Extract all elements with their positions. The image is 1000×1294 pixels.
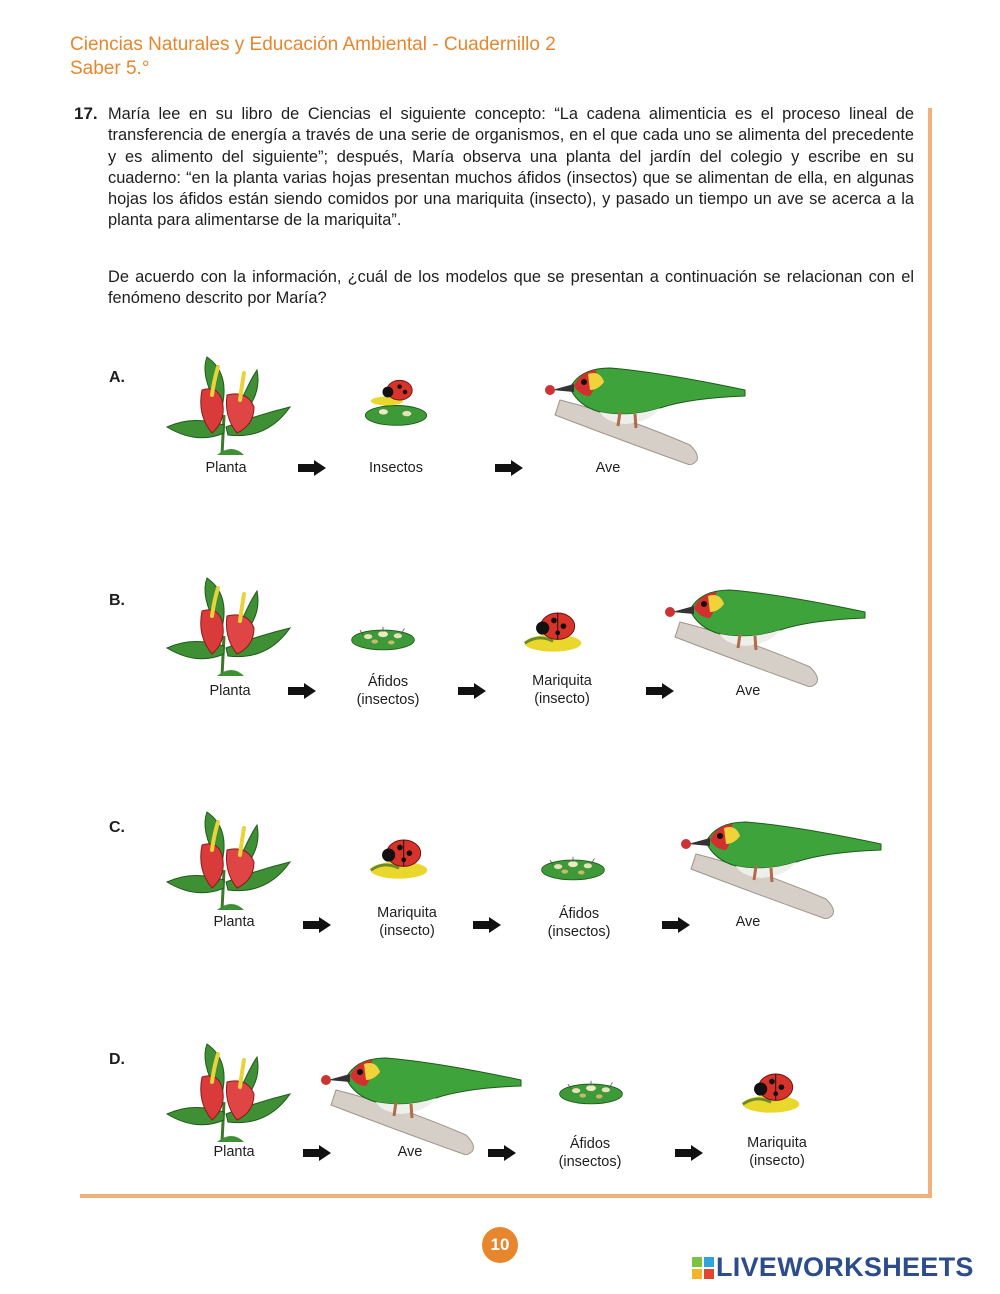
arrow-right-icon	[495, 460, 523, 476]
ladybug-illustration	[520, 605, 586, 653]
aphids-illustration	[350, 618, 416, 652]
bird-illustration	[660, 582, 870, 687]
arrow-right-icon	[303, 917, 331, 933]
option-b-label-aphids: Áfidos (insectos)	[356, 674, 420, 708]
arrow-right-icon	[458, 683, 486, 699]
arrow-right-icon	[488, 1145, 516, 1161]
option-d-letter[interactable]: D.	[109, 1051, 125, 1068]
plant-illustration	[162, 576, 292, 681]
arrow-right-icon	[675, 1145, 703, 1161]
plant-illustration	[162, 355, 292, 460]
insects-illustration	[360, 372, 432, 430]
option-a-label-insects: Insectos	[369, 460, 423, 476]
arrow-right-icon	[298, 460, 326, 476]
ladybug-illustration	[738, 1066, 804, 1114]
option-b-label-ladybug: Mariquita (insecto)	[532, 673, 592, 707]
option-d-label-plant: Planta	[213, 1144, 255, 1160]
page-number: 10	[482, 1227, 518, 1263]
bird-illustration	[316, 1050, 526, 1155]
option-b-label-plant: Planta	[209, 683, 251, 699]
option-a-label-plant: Planta	[205, 460, 247, 476]
option-a-letter[interactable]: A.	[109, 369, 125, 386]
option-b-letter[interactable]: B.	[109, 592, 125, 609]
arrow-right-icon	[473, 917, 501, 933]
question-paragraph-2: De acuerdo con la información, ¿cuál de los modelos que se presentan a continuación se relacionan con el fenómeno descrito por María?	[108, 268, 914, 308]
arrow-right-icon	[646, 683, 674, 699]
question-paragraph-1: María lee en su libro de Ciencias el siguiente concepto: “La cadena alimenticia es el proceso lineal de transferencia de energía a través de una serie de organismos, en el que cada uno se alimenta del precedente y es alimento del siguiente”; después, María observa una planta del jardín del colegio y escribe en su cuaderno: “en la planta varias hojas presentan muchos áfidos (insectos) que se alimentan de ella, en algunas hojas los áfidos están siendo comidos por una mariquita (insecto), y pasado un tiempo un ave se acerca a la planta para alimentarse de la mariquita”.	[108, 105, 914, 230]
arrow-right-icon	[662, 917, 690, 933]
bird-illustration	[540, 360, 750, 465]
option-b-label-bird: Ave	[735, 683, 761, 699]
option-c-label-aphids: Áfidos (insectos)	[547, 906, 611, 940]
header-grade: Saber 5.°	[70, 58, 150, 79]
frame-right-border	[928, 108, 932, 1198]
aphids-illustration	[558, 1072, 624, 1106]
option-d-label-aphids: Áfidos (insectos)	[558, 1136, 622, 1170]
option-c-label-plant: Planta	[213, 914, 255, 930]
header-subject: Ciencias Naturales y Educación Ambiental - Cuadernillo 2	[70, 34, 556, 55]
arrow-right-icon	[288, 683, 316, 699]
option-c-label-ladybug: Mariquita (insecto)	[377, 905, 437, 939]
bird-illustration	[676, 814, 886, 919]
aphids-illustration	[540, 848, 606, 882]
brand-wordmark[interactable]: LIVEWORKSHEETS	[716, 1252, 974, 1282]
plant-illustration	[162, 1042, 292, 1147]
frame-bottom-border	[80, 1194, 932, 1198]
arrow-right-icon	[303, 1145, 331, 1161]
plant-illustration	[162, 810, 292, 915]
option-a-label-bird: Ave	[595, 460, 621, 476]
ladybug-illustration	[366, 832, 432, 880]
option-d-label-ladybug: Mariquita (insecto)	[747, 1135, 807, 1169]
question-number: 17.	[74, 104, 98, 123]
liveworksheets-logo-icon	[692, 1257, 714, 1279]
option-d-label-bird: Ave	[397, 1144, 423, 1160]
option-c-letter[interactable]: C.	[109, 819, 125, 836]
option-c-label-bird: Ave	[735, 914, 761, 930]
